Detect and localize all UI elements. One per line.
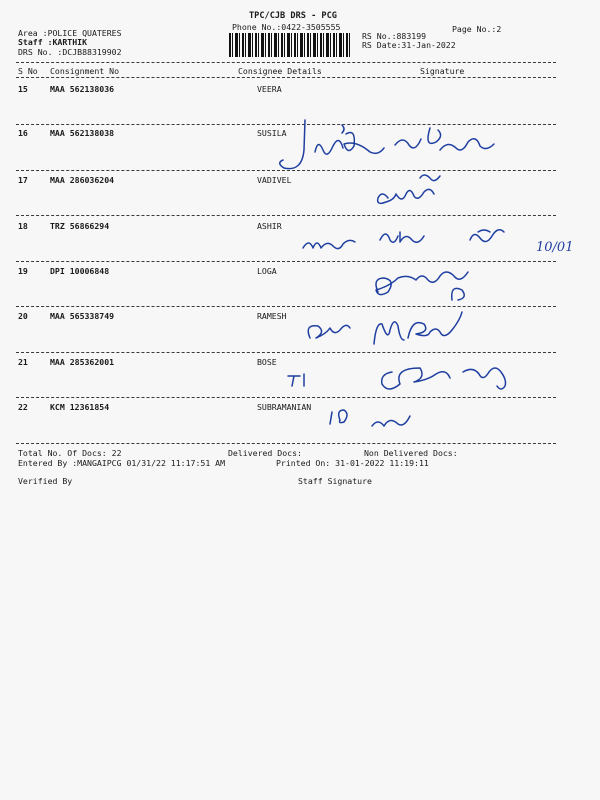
delivered-docs: Delivered Docs:	[228, 448, 302, 458]
area-field: Area :POLICE QUATERES	[18, 28, 122, 38]
row-sno: 18	[18, 221, 28, 231]
row-consignment: MAA 562138038	[50, 128, 115, 138]
row-consignee: BOSE	[257, 357, 277, 367]
staff-signature-label: Staff Signature	[298, 476, 372, 486]
verified-by-label: Verified By	[18, 476, 73, 486]
row-consignee: VADIVEL	[257, 175, 292, 185]
row-sno: 15	[18, 84, 28, 94]
column-sno: S No	[18, 66, 38, 76]
row-consignment: DPI 10006848	[50, 266, 110, 276]
row-sno: 22	[18, 402, 28, 412]
row-consignee: ASHIR	[257, 221, 282, 231]
staff-field: Staff :KARTHIK	[18, 37, 88, 47]
row-consignee: LOGA	[257, 266, 277, 276]
column-consignment: Consignment No	[50, 66, 120, 76]
phone-number: Phone No.:0422-3505555	[232, 22, 341, 32]
row-consignee: SUSILA	[257, 128, 287, 138]
total-docs: Total No. Of Docs: 22	[18, 448, 122, 458]
row-consignment: MAA 565338749	[50, 311, 115, 321]
row-sno: 20	[18, 311, 28, 321]
non-delivered-docs: Non Delivered Docs:	[364, 448, 458, 458]
row-consignment: MAA 285362001	[50, 357, 115, 367]
rs-number: RS No.:883199	[362, 31, 427, 41]
drs-number: DRS No. :DCJB88319902	[18, 47, 122, 57]
printed-on: Printed On: 31-01-2022 11:19:11	[276, 458, 429, 468]
row-consignment: TRZ 56866294	[50, 221, 110, 231]
row-sno: 19	[18, 266, 28, 276]
row-consignee: SUBRAMANIAN	[257, 402, 312, 412]
sheet-title: TPC/CJB DRS - PCG	[249, 11, 337, 21]
column-consignee: Consignee Details	[238, 66, 322, 76]
row-consignment: KCM 12361854	[50, 402, 110, 412]
row-consignee: RAMESH	[257, 311, 287, 321]
row-sno: 17	[18, 175, 28, 185]
handwritten-date-note: 10/01	[536, 240, 574, 255]
row-consignment: MAA 562138036	[50, 84, 115, 94]
page-number: Page No.:2	[452, 24, 502, 34]
rs-date: RS Date:31-Jan-2022	[362, 40, 456, 50]
entered-by: Entered By :MANGAIPCG 01/31/22 11:17:51 AM	[18, 458, 226, 468]
row-sno: 16	[18, 128, 28, 138]
row-consignee: VEERA	[257, 84, 282, 94]
row-consignment: MAA 286036204	[50, 175, 115, 185]
row-sno: 21	[18, 357, 28, 367]
column-signature: Signature	[420, 66, 465, 76]
